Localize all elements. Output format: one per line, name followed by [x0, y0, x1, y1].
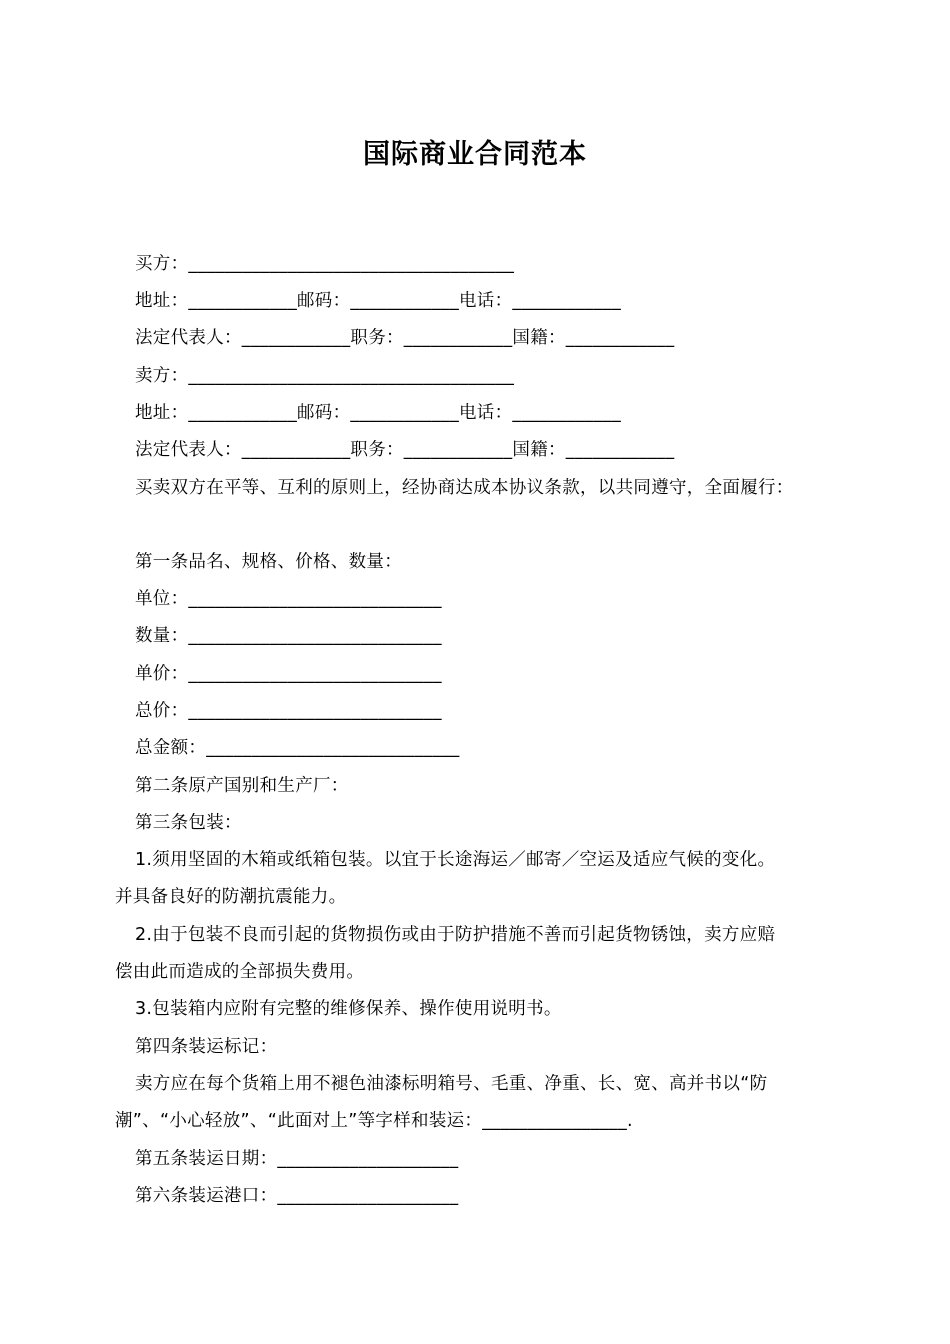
buyer-representative-line: 法定代表人：____________职务：____________国籍：____________: [135, 328, 675, 348]
seller-line: 卖方：____________________________________: [135, 366, 515, 386]
preamble-line: 买卖双方在平等、互利的原则上，经协商达成本协议条款，以共同遵守，全面履行：: [135, 478, 794, 498]
seller-address-line: 地址：____________邮码：____________电话：____________: [135, 403, 621, 423]
marking-paragraph: 卖方应在每个货箱上用不褪色油漆标明箱号、毛重、净重、长、宽、高并书以“防: [135, 1074, 768, 1094]
marking-paragraph-cont: 潮”、“小心轻放”、“此面对上”等字样和装运：________________.: [115, 1111, 633, 1131]
article-3-heading: 第三条包装：: [135, 813, 242, 833]
article-6-line: 第六条装运港口：____________________: [135, 1186, 459, 1206]
document-title: 国际商业合同范本: [363, 139, 587, 170]
packing-item-1: 1.须用坚固的木箱或纸箱包装。以宜于长途海运／邮寄／空运及适应气候的变化。: [135, 850, 776, 870]
packing-item-2: 2.由于包装不良而引起的货物损伤或由于防护措施不善而引起货物锈蚀，卖方应赔: [135, 925, 776, 945]
packing-item-2-cont: 偿由此而造成的全部损失费用。: [115, 962, 365, 982]
total-amount-line: 总金额：____________________________: [135, 738, 460, 758]
article-5-line: 第五条装运日期：____________________: [135, 1149, 459, 1169]
article-4-heading: 第四条装运标记：: [135, 1037, 278, 1057]
total-price-line: 总价：____________________________: [135, 701, 442, 721]
buyer-line: 买方：____________________________________: [135, 254, 515, 274]
quantity-line: 数量：____________________________: [135, 626, 442, 646]
unit-line: 单位：____________________________: [135, 589, 442, 609]
seller-representative-line: 法定代表人：____________职务：____________国籍：____________: [135, 440, 675, 460]
packing-item-1-cont: 并具备良好的防潮抗震能力。: [115, 887, 347, 907]
article-1-heading: 第一条品名、规格、价格、数量：: [135, 552, 402, 572]
article-2-heading: 第二条原产国别和生产厂：: [135, 776, 349, 796]
packing-item-3: 3.包装箱内应附有完整的维修保养、操作使用说明书。: [135, 999, 562, 1019]
buyer-address-line: 地址：____________邮码：____________电话：____________: [135, 291, 621, 311]
unit-price-line: 单价：____________________________: [135, 664, 442, 684]
